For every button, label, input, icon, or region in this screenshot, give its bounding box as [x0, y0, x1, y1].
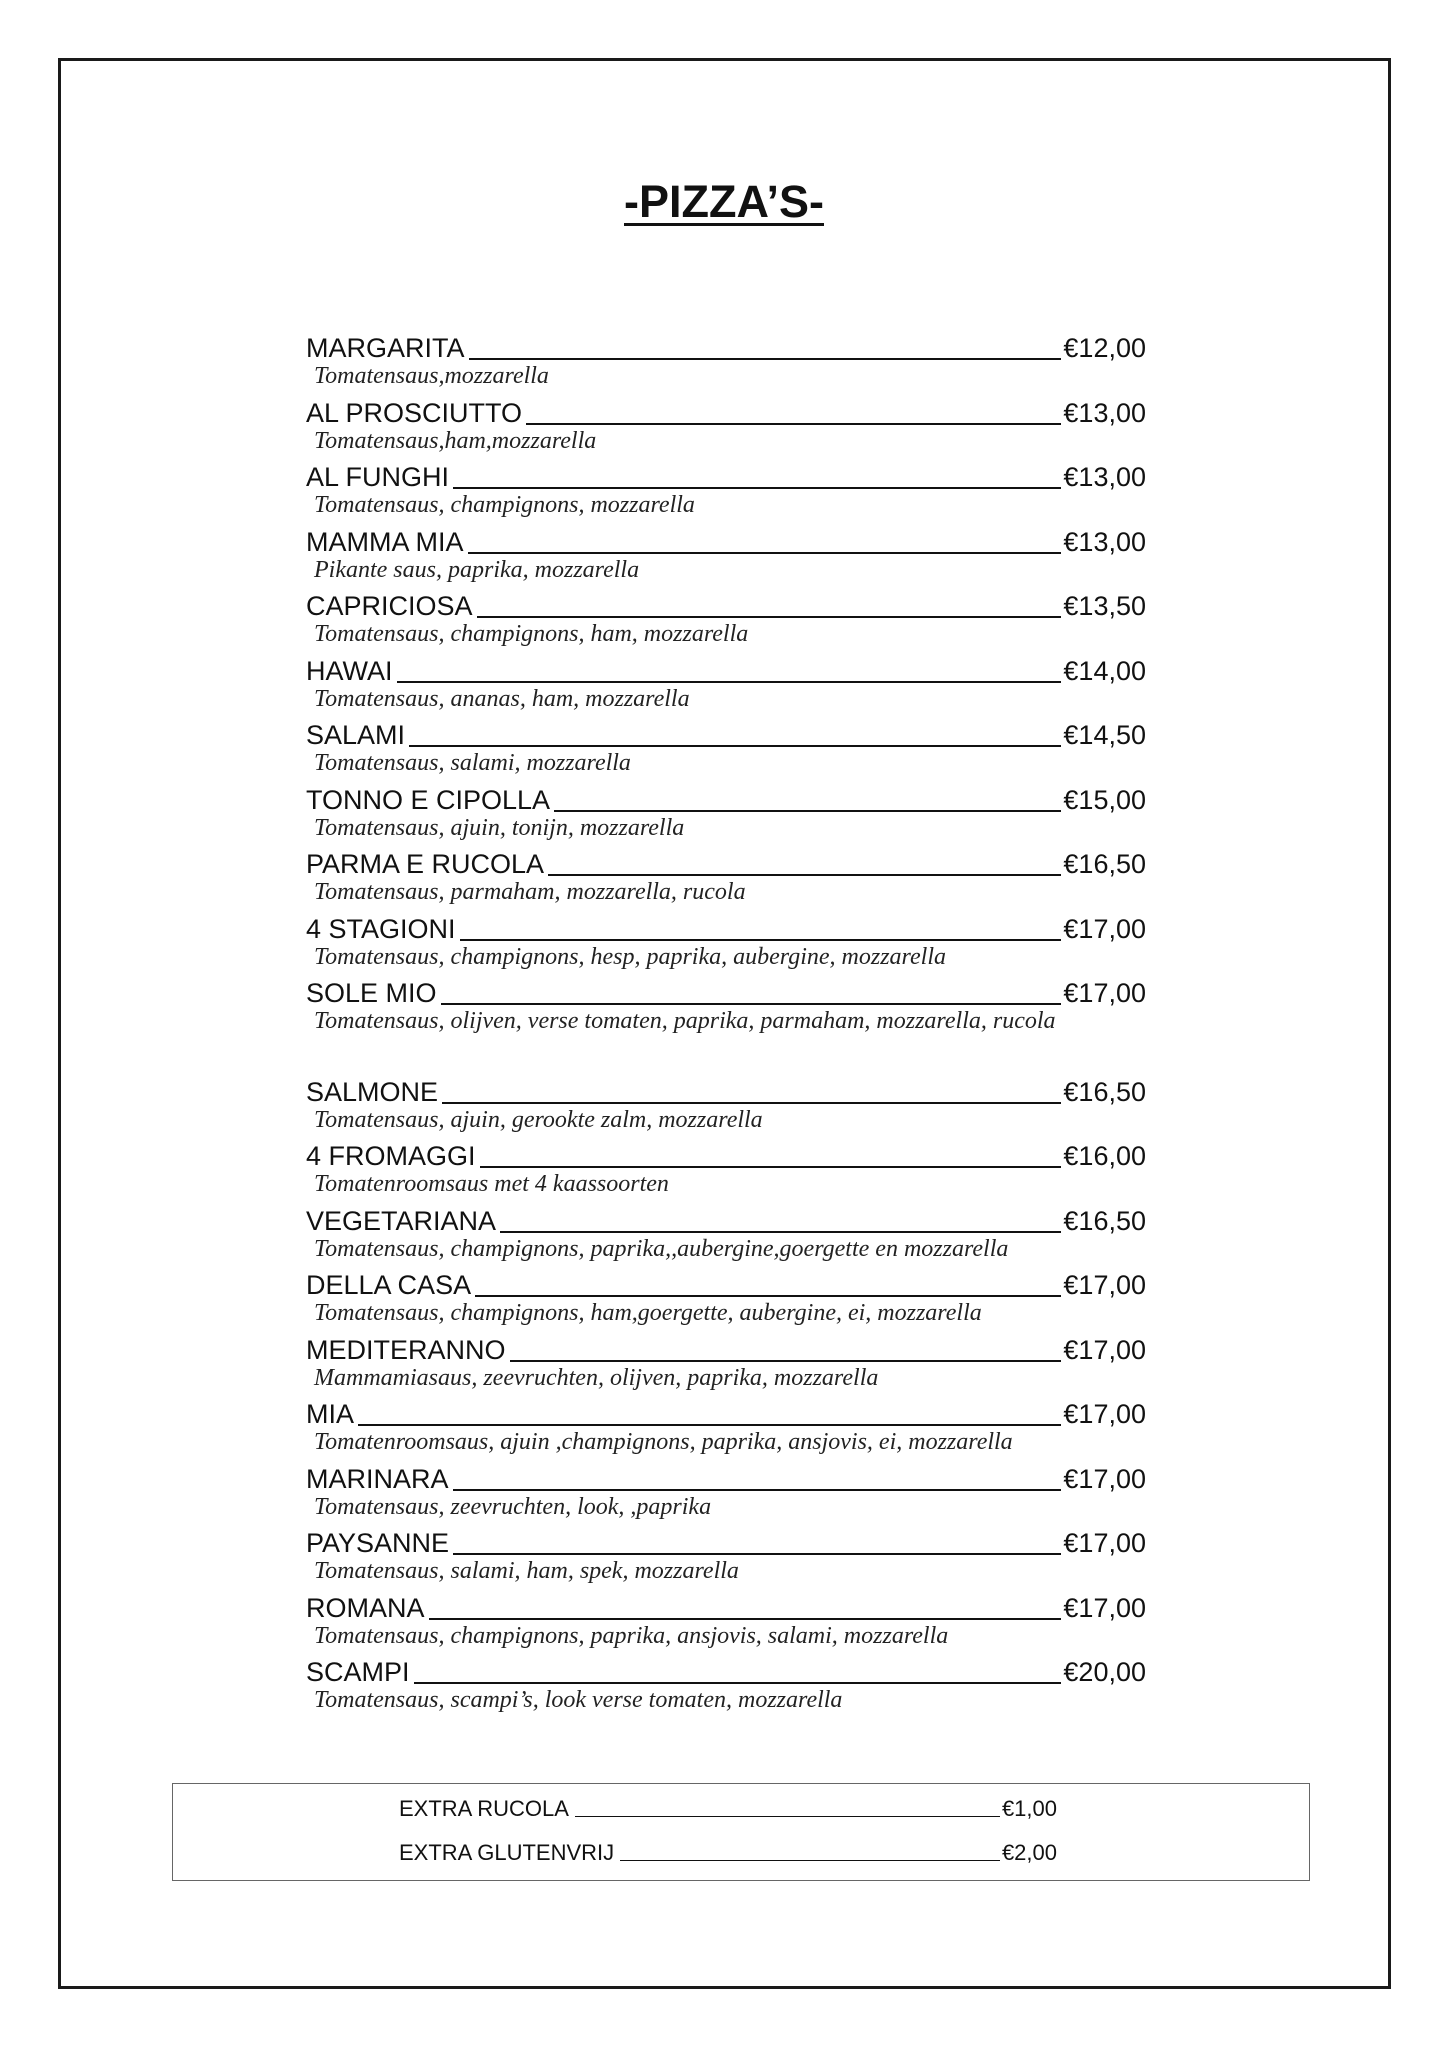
menu-item: [306, 1328, 1146, 1393]
dotted-leader: [510, 1360, 1062, 1362]
menu-item: [306, 1457, 1146, 1522]
pizza-description: Tomatensaus, ananas, ham, mozzarella: [314, 685, 690, 712]
menu-item-row: [306, 907, 1146, 943]
dotted-leader: [460, 939, 1062, 941]
menu-item: [306, 842, 1146, 907]
dotted-leader: [620, 1860, 1000, 1861]
pizza-price: €15,00: [1063, 784, 1146, 815]
menu-item: [306, 778, 1146, 843]
extra-name: EXTRA GLUTENVRIJ: [399, 1840, 615, 1865]
pizza-price: €13,00: [1063, 526, 1146, 557]
pizza-price: €17,00: [1063, 1334, 1146, 1365]
pizza-description: Tomatensaus, champignons, ham, mozzarella: [314, 621, 749, 647]
dotted-leader: [526, 423, 1061, 425]
extra-item: [399, 1798, 1057, 1820]
menu-item-row: [306, 1328, 1146, 1364]
pizza-description: Tomatensaus, champignons, hesp, paprika, aubergine, mozzarella: [314, 943, 946, 970]
dotted-leader: [397, 681, 1062, 683]
menu-item-row: [306, 326, 1146, 362]
pizza-price: €14,00: [1063, 655, 1146, 686]
pizza-price: €17,00: [1063, 1592, 1146, 1623]
pizza-price: €17,00: [1063, 913, 1146, 944]
pizza-price: €16,50: [1063, 1205, 1146, 1236]
menu-item-row: [306, 584, 1146, 620]
menu-item-row: [306, 1392, 1146, 1428]
pizza-name: MARGARITA: [306, 333, 465, 363]
menu-item-row: [306, 1650, 1146, 1686]
pizza-description: Tomatensaus, scampi’s, look verse tomaten, mozzarella: [314, 1687, 843, 1713]
menu-item-row: [306, 649, 1146, 685]
pizza-name: SALAMI: [306, 720, 406, 750]
dotted-leader: [453, 1553, 1061, 1555]
dotted-leader: [441, 1003, 1062, 1005]
pizza-name: AL PROSCIUTTO: [306, 397, 523, 428]
menu-item-row: [306, 713, 1146, 749]
pizza-price: €13,00: [1063, 462, 1146, 492]
pizza-price: €12,00: [1063, 333, 1146, 363]
pizza-name: DELLA CASA: [306, 1270, 472, 1300]
extra-name: EXTRA RUCOLA: [399, 1796, 569, 1821]
pizza-name: HAWAI: [306, 655, 393, 686]
pizza-price: €20,00: [1063, 1657, 1146, 1687]
pizza-price: €13,50: [1063, 591, 1146, 621]
pizza-description: Tomatensaus, ajuin, gerookte zalm, mozzarella: [314, 1106, 763, 1133]
pizza-description: Tomatensaus, champignons, paprika, ansjovis, salami, mozzarella: [314, 1622, 949, 1649]
pizza-name: MEDITERANNO: [306, 1334, 506, 1365]
menu-item: [306, 1263, 1146, 1328]
pizza-name: VEGETARIANA: [306, 1205, 497, 1236]
menu-item: [306, 907, 1146, 972]
dotted-leader: [475, 1295, 1061, 1297]
pizza-description: Tomatenroomsaus, ajuin ,champignons, paprika, ansjovis, ei, mozzarella: [314, 1429, 1013, 1455]
menu-item: [306, 1070, 1146, 1135]
dotted-leader: [554, 810, 1061, 812]
pizza-price: €16,50: [1063, 849, 1146, 879]
pizza-name: MAMMA MIA: [306, 526, 464, 557]
menu-item: [306, 455, 1146, 520]
dotted-leader: [477, 616, 1062, 618]
dotted-leader: [469, 358, 1062, 360]
pizza-description: Mammamiasaus, zeevruchten, olijven, paprika, mozzarella: [314, 1364, 879, 1391]
pizza-description: Tomatensaus,ham,mozzarella: [314, 427, 597, 454]
pizza-price: €16,50: [1063, 1076, 1146, 1107]
dotted-leader: [575, 1816, 1000, 1817]
menu-item-row: [306, 1586, 1146, 1622]
pizza-description: Tomatensaus,mozzarella: [314, 363, 549, 389]
pizza-name: CAPRICIOSA: [306, 591, 473, 621]
menu-item-row: [306, 1521, 1146, 1557]
pizza-name: MARINARA: [306, 1463, 449, 1494]
dotted-leader: [358, 1424, 1061, 1426]
menu-item-row: [306, 520, 1146, 556]
menu-item-row: [306, 455, 1146, 491]
menu-item: [306, 971, 1146, 1036]
menu-item: [306, 713, 1146, 778]
menu-item-row: [306, 1199, 1146, 1235]
menu-item: [306, 326, 1146, 391]
pizza-price: €17,00: [1063, 1463, 1146, 1494]
dotted-leader: [500, 1231, 1061, 1233]
menu-item: [306, 584, 1146, 649]
pizza-name: MIA: [306, 1399, 355, 1429]
pizza-price: €17,00: [1063, 1528, 1146, 1558]
pizza-description: Tomatenroomsaus met 4 kaassoorten: [314, 1171, 669, 1197]
menu-item: [306, 649, 1146, 714]
pizza-name: PARMA E RUCOLA: [306, 849, 545, 879]
menu-item-row: [306, 1263, 1146, 1299]
pizza-name: PAYSANNE: [306, 1528, 450, 1558]
menu-item-row: [306, 842, 1146, 878]
dotted-leader: [468, 552, 1062, 554]
page-title: -PIZZA’S-: [624, 176, 824, 227]
menu-item-row: [306, 971, 1146, 1007]
pizza-name: SOLE MIO: [306, 978, 437, 1008]
pizza-description: Tomatensaus, champignons, ham,goergette, aubergine, ei, mozzarella: [314, 1300, 982, 1326]
dotted-leader: [442, 1102, 1061, 1104]
pizza-name: SCAMPI: [306, 1657, 410, 1687]
dotted-leader: [409, 745, 1061, 747]
pizza-name: 4 STAGIONI: [306, 913, 456, 944]
extra-item: [399, 1842, 1057, 1864]
pizza-description: Tomatensaus, champignons, mozzarella: [314, 492, 695, 518]
menu-item: [306, 1392, 1146, 1457]
pizza-name: 4 FROMAGGI: [306, 1141, 476, 1171]
menu-item-row: [306, 1070, 1146, 1106]
pizza-description: Tomatensaus, champignons, paprika,,aubergine,goergette en mozzarella: [314, 1235, 1009, 1262]
pizza-name: SALMONE: [306, 1076, 439, 1107]
pizza-description: Tomatensaus, parmaham, mozzarella, rucola: [314, 879, 746, 905]
pizza-name: TONNO E CIPOLLA: [306, 784, 551, 815]
menu-item-row: [306, 778, 1146, 814]
menu-item: [306, 1521, 1146, 1586]
pizza-description: Tomatensaus, salami, mozzarella: [314, 750, 631, 776]
dotted-leader: [453, 487, 1061, 489]
menu-item-row: [306, 1457, 1146, 1493]
dotted-leader: [453, 1489, 1062, 1491]
dotted-leader: [414, 1682, 1062, 1684]
dotted-leader: [429, 1618, 1062, 1620]
pizza-description: Pikante saus, paprika, mozzarella: [314, 556, 640, 583]
pizza-description: Tomatensaus, zeevruchten, look, ,paprika: [314, 1493, 712, 1520]
pizza-price: €17,00: [1063, 1270, 1146, 1300]
menu-item: [306, 1650, 1146, 1715]
pizza-price: €13,00: [1063, 397, 1146, 428]
dotted-leader: [480, 1166, 1062, 1168]
dotted-leader: [548, 874, 1061, 876]
pizza-price: €17,00: [1063, 978, 1146, 1008]
menu-item: [306, 391, 1146, 456]
menu-item: [306, 1586, 1146, 1651]
extra-price: €1,00: [1001, 1796, 1057, 1821]
pizza-description: Tomatensaus, ajuin, tonijn, mozzarella: [314, 814, 685, 841]
menu-item: [306, 1199, 1146, 1264]
pizza-description: Tomatensaus, salami, ham, spek, mozzarella: [314, 1558, 739, 1584]
menu-item-row: [306, 1134, 1146, 1170]
extras-box: [172, 1783, 1310, 1881]
menu-item-row: [306, 391, 1146, 427]
menu-item: [306, 520, 1146, 585]
pizza-menu: [306, 326, 1146, 1715]
pizza-name: ROMANA: [306, 1592, 425, 1623]
pizza-price: €16,00: [1063, 1141, 1146, 1171]
pizza-description: Tomatensaus, olijven, verse tomaten, paprika, parmaham, mozzarella, rucola: [314, 1008, 1056, 1034]
menu-item: [306, 1134, 1146, 1199]
pizza-price: €17,00: [1063, 1399, 1146, 1429]
pizza-price: €14,50: [1063, 720, 1146, 750]
pizza-name: AL FUNGHI: [306, 462, 450, 492]
extra-price: €2,00: [1001, 1840, 1057, 1865]
